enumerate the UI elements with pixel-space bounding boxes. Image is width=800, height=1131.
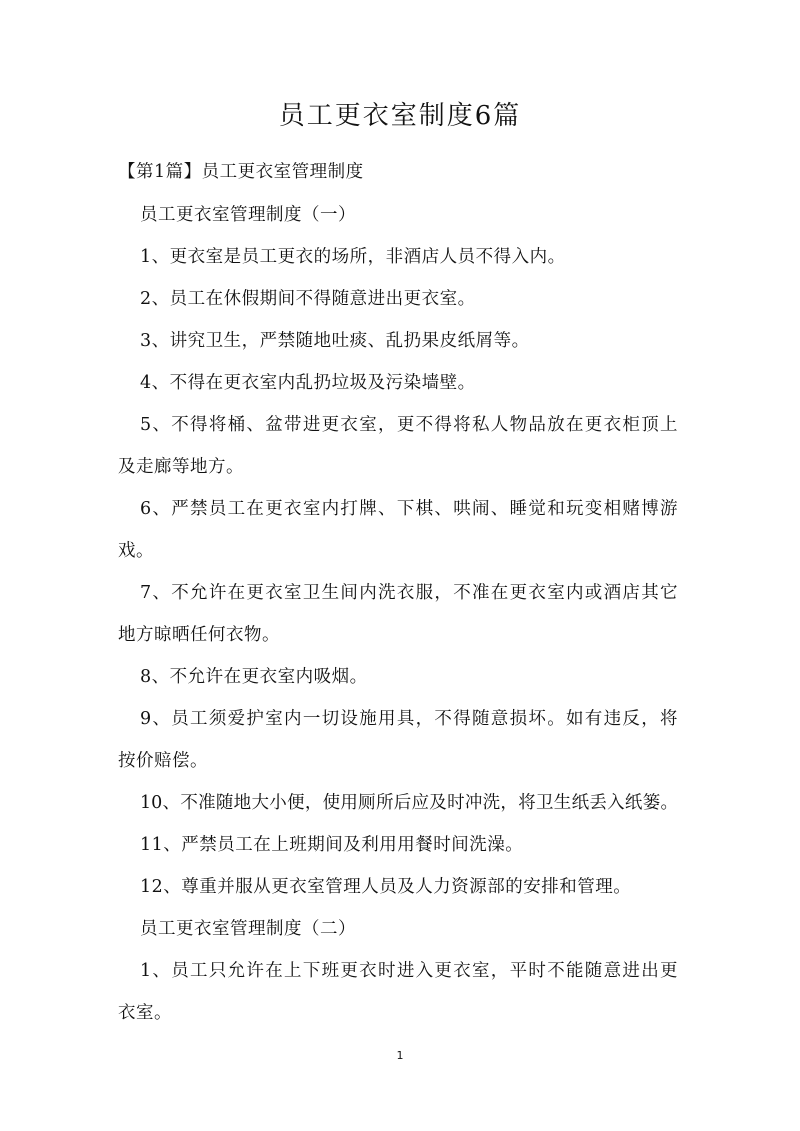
rule-8: 8、不允许在更衣室内吸烟。 xyxy=(140,667,368,687)
rule-10: 10、不准随地大小便，使用厕所后应及时冲洗，将卫生纸丢入纸篓。 xyxy=(140,793,678,813)
rule-1: 1、更衣室是员工更衣的场所，非酒店人员不得入内。 xyxy=(140,247,566,267)
page-number: 1 xyxy=(396,1049,404,1062)
rule-4: 4、不得在更衣室内乱扔垃圾及污染墙壁。 xyxy=(140,373,476,393)
rule-9-line-1: 9、员工须爱护室内一切设施用具，不得随意损坏。如有违反，将 xyxy=(140,709,678,729)
part2-rule-1-line-2: 衣室。 xyxy=(118,1003,172,1023)
part2-heading: 员工更衣室管理制度（二） xyxy=(140,919,356,939)
rule-2: 2、员工在休假期间不得随意进出更衣室。 xyxy=(140,289,476,309)
rule-7-line-2: 地方晾晒任何衣物。 xyxy=(118,625,280,645)
rule-6-line-1: 6、严禁员工在更衣室内打牌、下棋、哄闹、睡觉和玩变相赌博游 xyxy=(140,499,678,519)
rule-5-line-1: 5、不得将桶、盆带进更衣室，更不得将私人物品放在更衣柜顶上 xyxy=(140,415,678,435)
rule-9-line-2: 按价赔偿。 xyxy=(118,751,208,771)
rule-6-line-2: 戏。 xyxy=(118,541,154,561)
rule-5-line-2: 及走廊等地方。 xyxy=(118,457,244,477)
rule-3: 3、讲究卫生，严禁随地吐痰、乱扔果皮纸屑等。 xyxy=(140,331,530,351)
section-heading: 【第1篇】员工更衣室管理制度 xyxy=(118,162,364,182)
document-title: 员工更衣室制度6篇 xyxy=(278,101,522,131)
part1-heading: 员工更衣室管理制度（一） xyxy=(140,205,356,225)
rule-11: 11、严禁员工在上班期间及利用用餐时间洗澡。 xyxy=(140,835,524,855)
rule-7-line-1: 7、不允许在更衣室卫生间内洗衣服，不准在更衣室内或酒店其它 xyxy=(140,583,678,603)
rule-12: 12、尊重并服从更衣室管理人员及人力资源部的安排和管理。 xyxy=(140,877,632,897)
part2-rule-1-line-1: 1、员工只允许在上下班更衣时进入更衣室，平时不能随意进出更 xyxy=(140,961,678,981)
